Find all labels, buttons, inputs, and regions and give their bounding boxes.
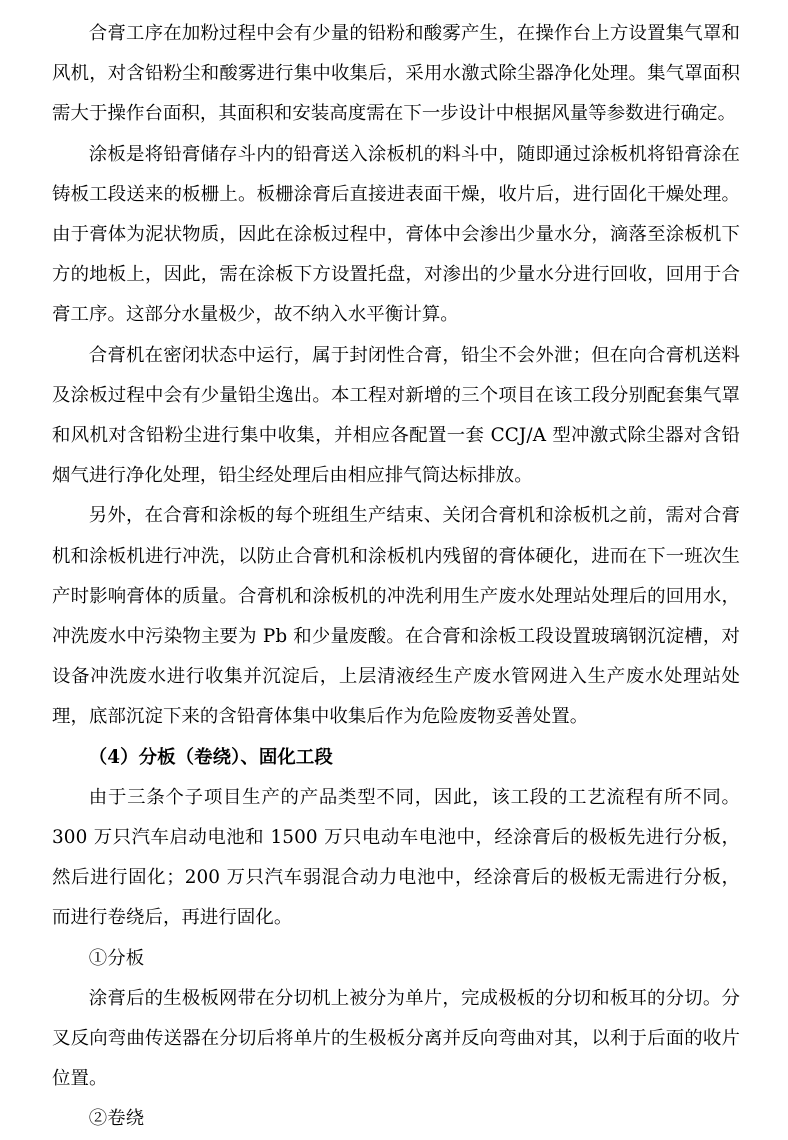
paragraph: 合膏机在密闭状态中运行，属于封闭性合膏，铅尘不会外泄；但在向合膏机送料及涂板过程中会有少量铅尘逸出。本工程对新增的三个项目在该工段分别配套集气罩和风机对含铅粉尘进行集中收集，并相应各配置一套 CCJ/A 型冲激式除尘器对含铅烟气进行净化处理，铅尘经处理后由相应排气筒达标排放。 [52,344,740,487]
subsection-heading: ①分板 [88,947,145,969]
paragraph: 另外，在合膏和涂板的每个班组生产结束、关闭合膏机和涂板机之前，需对合膏机和涂板机进行冲洗，以防止合膏机和涂板机内残留的膏体硬化，进而在下一班次生产时影响膏体的质量。合膏机和涂板机的冲洗利用生产废水处理站处理后的回用水，冲洗废水中污染物主要为 Pb 和少量废酸。在合膏和涂板工段设置玻璃钢沉淀槽，对设备冲洗废水进行收集并沉淀后，上层清液经生产废水管网进入生产废水处理站处理，底部沉淀下来的含铅膏体集中收集后作为危险废物妥善处置。 [52,505,740,728]
paragraph: 涂板是将铅膏储存斗内的铅膏送入涂板机的料斗中，随即通过涂板机将铅膏涂在铸板工段送来的板栅上。板栅涂膏后直接进表面干燥，收片后，进行固化干燥处理。由于膏体为泥状物质，因此在涂板过程中，膏体中会渗出少量水分，滴落至涂板机下方的地板上，因此，需在涂板下方设置托盘，对渗出的少量水分进行回收，回用于合膏工序。这部分水量极少，故不纳入水平衡计算。 [52,143,740,326]
section-heading: （4）分板（卷绕）、固化工段 [88,746,333,768]
paragraph: 合膏工序在加粉过程中会有少量的铅粉和酸雾产生，在操作台上方设置集气罩和风机，对含铅粉尘和酸雾进行集中收集后，采用水激式除尘器净化处理。集气罩面积需大于操作台面积，其面积和安装高度需在下一步设计中根据风量等参数进行确定。 [52,23,740,125]
document-body [52,14,740,1140]
paragraph: 由于三条个子项目生产的产品类型不同，因此，该工段的工艺流程有所不同。300 万只汽车启动电池和 1500 万只电动车电池中，经涂膏后的极板先进行分板，然后进行固化；200 万只汽车弱混合动力电池中，经涂膏后的极板无需进行分板，而进行卷绕后，再进行固化。 [52,786,740,929]
subsection-heading: ②卷绕 [88,1108,145,1130]
paragraph: 涂膏后的生极板网带在分切机上被分为单片，完成极板的分切和板耳的分切。分叉反向弯曲传送器在分切后将单片的生极板分离并反向弯曲对其，以利于后面的收片位置。 [52,987,740,1090]
